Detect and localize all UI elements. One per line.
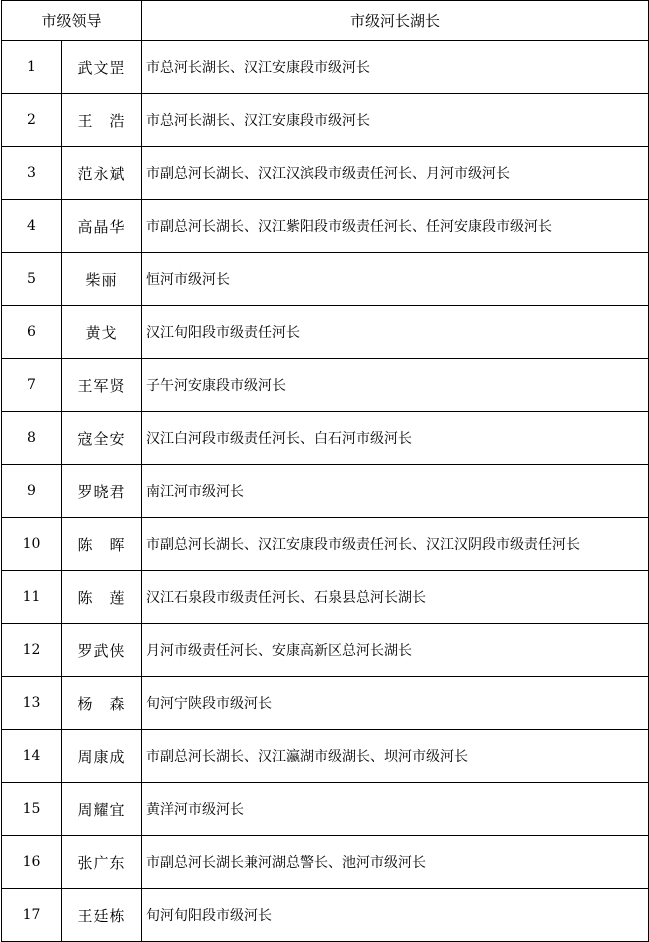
- row-number: 11: [2, 571, 62, 624]
- duty-text: 汉江石泉段市级责任河长、石泉县总河长湖长: [142, 571, 649, 624]
- row-number: 8: [2, 412, 62, 465]
- row-number: 9: [2, 465, 62, 518]
- leader-name: 王廷栋: [62, 889, 142, 942]
- table-row: [2, 624, 649, 677]
- duty-text: 市总河长湖长、汉江安康段市级河长: [142, 41, 649, 94]
- table-row: [2, 783, 649, 836]
- leader-name: 寇全安: [62, 412, 142, 465]
- duty-text: 汉江旬阳段市级责任河长: [142, 306, 649, 359]
- row-number: 1: [2, 41, 62, 94]
- row-number: 3: [2, 147, 62, 200]
- duty-text: 市副总河长湖长、汉江瀛湖市级湖长、坝河市级河长: [142, 730, 649, 783]
- leader-name: 柴丽: [62, 253, 142, 306]
- river-chief-table: [1, 0, 649, 942]
- row-number: 14: [2, 730, 62, 783]
- table-row: [2, 889, 649, 942]
- duty-text: 旬河宁陕段市级河长: [142, 677, 649, 730]
- table-row: [2, 41, 649, 94]
- row-number: 2: [2, 94, 62, 147]
- leader-name: 王 浩: [62, 94, 142, 147]
- row-number: 4: [2, 200, 62, 253]
- leader-name: 罗武侠: [62, 624, 142, 677]
- table-row: [2, 306, 649, 359]
- duty-text: 市副总河长湖长兼河湖总警长、池河市级河长: [142, 836, 649, 889]
- row-number: 15: [2, 783, 62, 836]
- duty-text: 恒河市级河长: [142, 253, 649, 306]
- leader-name: 范永斌: [62, 147, 142, 200]
- duty-text: 市总河长湖长、汉江安康段市级河长: [142, 94, 649, 147]
- header-duty: 市级河长湖长: [142, 1, 649, 41]
- table-row: [2, 571, 649, 624]
- table-row: [2, 253, 649, 306]
- leader-name: 王军贤: [62, 359, 142, 412]
- leader-name: 杨 森: [62, 677, 142, 730]
- table-header-row: [2, 1, 649, 41]
- duty-text: 月河市级责任河长、安康高新区总河长湖长: [142, 624, 649, 677]
- row-number: 10: [2, 518, 62, 571]
- leader-name: 陈 莲: [62, 571, 142, 624]
- duty-text: 市副总河长湖长、汉江安康段市级责任河长、汉江汉阴段市级责任河长: [142, 518, 649, 571]
- row-number: 16: [2, 836, 62, 889]
- duty-text: 汉江白河段市级责任河长、白石河市级河长: [142, 412, 649, 465]
- duty-text: 市副总河长湖长、汉江汉滨段市级责任河长、月河市级河长: [142, 147, 649, 200]
- duty-text: 市副总河长湖长、汉江紫阳段市级责任河长、任河安康段市级河长: [142, 200, 649, 253]
- leader-name: 武文罡: [62, 41, 142, 94]
- table-row: [2, 200, 649, 253]
- table-row: [2, 465, 649, 518]
- table-row: [2, 412, 649, 465]
- table-row: [2, 147, 649, 200]
- row-number: 17: [2, 889, 62, 942]
- duty-text: 旬河旬阳段市级河长: [142, 889, 649, 942]
- table-row: [2, 94, 649, 147]
- duty-text: 南江河市级河长: [142, 465, 649, 518]
- row-number: 6: [2, 306, 62, 359]
- table-row: [2, 518, 649, 571]
- table-row: [2, 730, 649, 783]
- duty-text: 黄洋河市级河长: [142, 783, 649, 836]
- leader-name: 张广东: [62, 836, 142, 889]
- row-number: 5: [2, 253, 62, 306]
- leader-name: 周耀宜: [62, 783, 142, 836]
- table-row: [2, 359, 649, 412]
- leader-name: 黄戈: [62, 306, 142, 359]
- duty-text: 子午河安康段市级河长: [142, 359, 649, 412]
- row-number: 13: [2, 677, 62, 730]
- row-number: 7: [2, 359, 62, 412]
- row-number: 12: [2, 624, 62, 677]
- leader-name: 高晶华: [62, 200, 142, 253]
- table-row: [2, 836, 649, 889]
- leader-name: 罗晓君: [62, 465, 142, 518]
- leader-name: 陈 晖: [62, 518, 142, 571]
- header-leader: 市级领导: [2, 1, 142, 41]
- table-row: [2, 677, 649, 730]
- leader-name: 周康成: [62, 730, 142, 783]
